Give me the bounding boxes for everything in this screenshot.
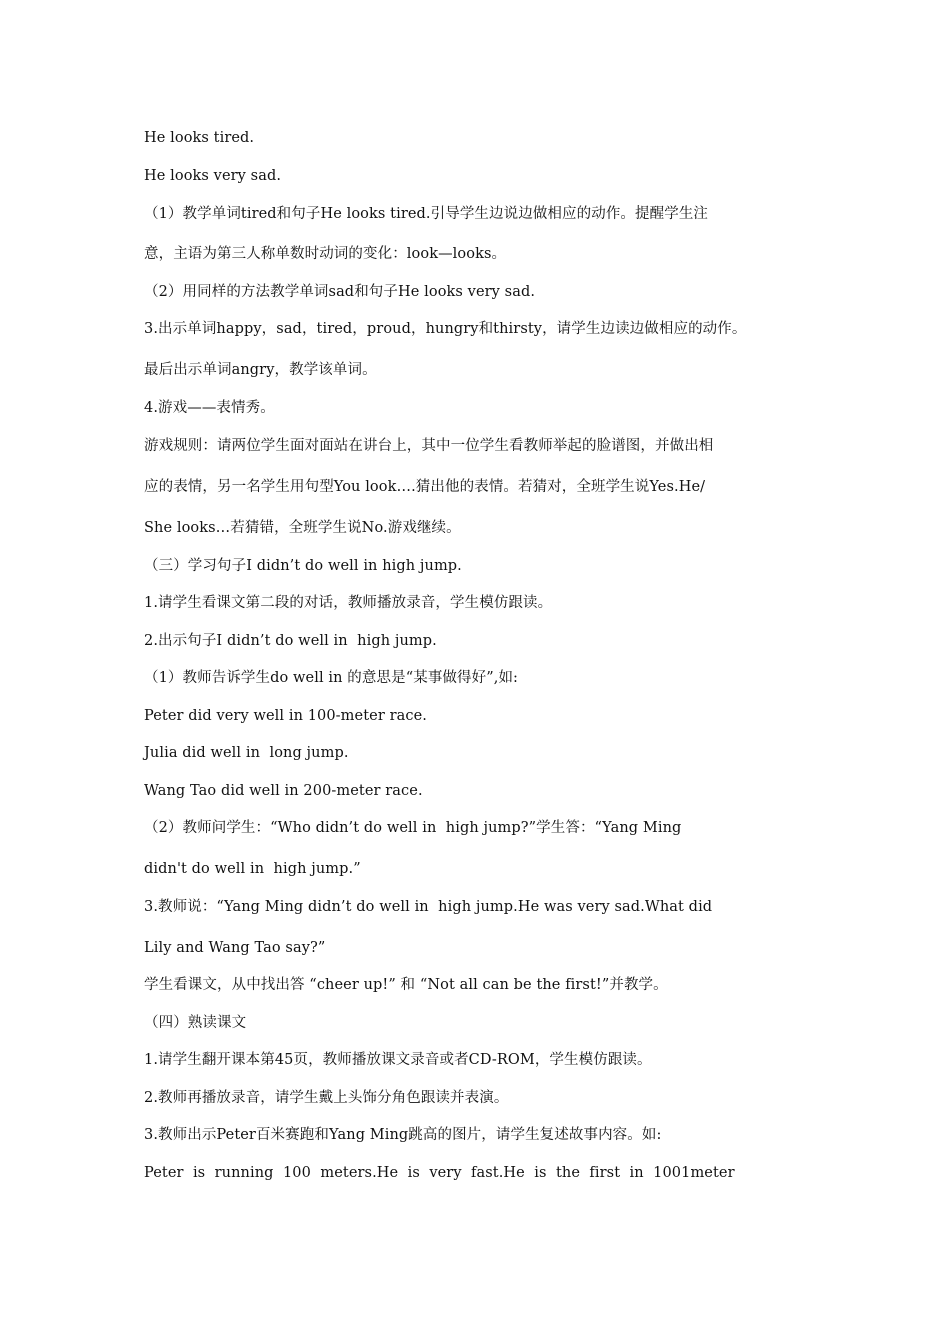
text-line: 意，主语为第三人称单数时动词的变化：look—looks。 [144,246,507,262]
text-line: Julia did well in long jump. [144,745,349,761]
text-line: He looks tired. [144,130,255,146]
text-line: 1.请学生看课文第二段的对话，教师播放录音，学生模仿跟读。 [144,595,553,611]
text-line: 1.请学生翻开课本第45页，教师播放课文录音或者CD-ROM，学生模仿跟读。 [144,1052,652,1068]
text-line: She looks…若猜错，全班学生说No.游戏继续。 [144,520,461,536]
text-line: Lily and Wang Tao say?” [144,940,326,956]
text-line: （三）学习句子I didn’t do well in high jump. [144,558,462,574]
text-line: He looks very sad. [144,168,282,184]
text-line: 2.教师再播放录音，请学生戴上头饰分角色跟读并表演。 [144,1090,509,1106]
text-line: （1）教学单词tired和句子He looks tired.引导学生边说边做相应的动作。提醒学生注 [144,206,709,222]
text-line: 4.游戏——表情秀。 [144,400,275,416]
text-line: （2）教师问学生：“Who didn’t do well in high jump?”学生答：“Yang Ming [144,820,682,836]
text-line: 学生看课文，从中找出答 “cheer up!” 和 “Not all can be the first!”并教学。 [144,977,668,993]
text-line: （1）教师告诉学生do well in 的意思是“某事做得好”,如: [144,670,519,686]
text-line: 3.教师说：“Yang Ming didn’t do well in high jump.He was very sad.What did [144,899,713,915]
text-line: Peter is running 100 meters.He is very fast.He is the first in 1001meter [144,1165,735,1181]
text-line: 3.教师出示Peter百米赛跑和Yang Ming跳高的图片，请学生复述故事内容。如: [144,1127,662,1143]
text-line: 2.出示句子I didn’t do well in high jump. [144,633,437,649]
text-line: Peter did very well in 100-meter race. [144,708,427,724]
text-line: 游戏规则：请两位学生面对面站在讲台上，其中一位学生看教师举起的脸谱图，并做出相 [144,438,714,454]
text-line: （2）用同样的方法教学单词sad和句子He looks very sad. [144,284,536,300]
text-line: Wang Tao did well in 200-meter race. [144,783,423,799]
text-line: 应的表情，另一名学生用句型You look….猜出他的表情。若猜对，全班学生说Yes.He/ [144,479,706,495]
text-line: didn't do well in high jump.” [144,861,361,877]
text-line: 最后出示单词angry，教学该单词。 [144,362,377,378]
text-line: 3.出示单词happy，sad，tired，proud，hungry和thirsty，请学生边读边做相应的动作。 [144,321,747,337]
text-line: （四）熟读课文 [144,1015,247,1031]
